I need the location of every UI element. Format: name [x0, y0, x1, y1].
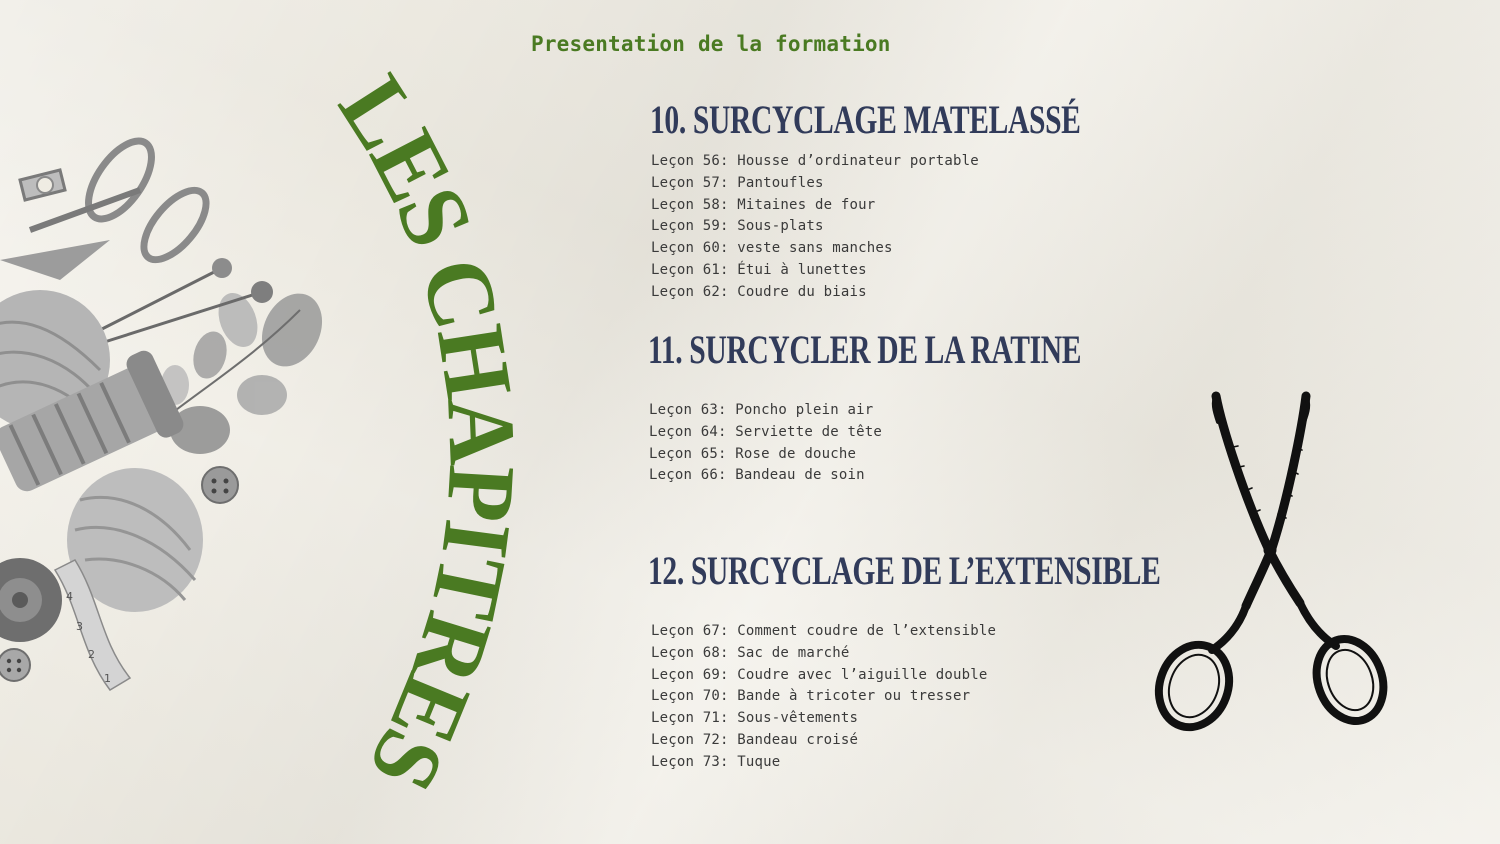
lesson-item: Leçon 72: Bandeau croisé [651, 731, 859, 748]
lesson-item: Leçon 57: Pantoufles [651, 174, 824, 191]
section-heading-11: 11. SURCYCLER DE LA RATINE [648, 327, 1082, 372]
lesson-item: Leçon 67: Comment coudre de l’extensible [651, 623, 997, 639]
chapters-title: LES CHAPITRES [318, 60, 537, 800]
lesson-list-10 [651, 151, 979, 304]
lesson-item: Leçon 70: Bande à tricoter ou tresser [651, 688, 971, 705]
section-heading-12: 12. SURCYCLAGE DE L’EXTENSIBLE [648, 548, 1161, 593]
lesson-item: Leçon 59: Sous-plats [651, 218, 824, 235]
svg-text:4: 4 [66, 590, 73, 603]
lesson-item: Leçon 61: Étui à lunettes [651, 261, 867, 278]
lesson-list-11 [649, 400, 882, 487]
lesson-item: Leçon 71: Sous-vêtements [651, 710, 859, 727]
lesson-item: Leçon 68: Sac de marché [651, 644, 850, 661]
svg-text:2: 2 [88, 648, 95, 661]
page-subtitle: Presentation de la formation [531, 32, 891, 56]
lesson-item: Leçon 69: Coudre avec l’aiguille double [651, 666, 988, 683]
lesson-item: Leçon 56: Housse d’ordinateur portable [651, 153, 979, 169]
lesson-item: Leçon 62: Coudre du biais [651, 283, 867, 300]
lesson-item: Leçon 63: Poncho plein air [649, 402, 874, 418]
lesson-item: Leçon 65: Rose de douche [649, 445, 857, 462]
svg-text:3: 3 [76, 620, 83, 633]
lesson-item: Leçon 58: Mitaines de four [651, 196, 876, 213]
svg-text:1: 1 [104, 672, 111, 685]
lesson-item: Leçon 60: veste sans manches [651, 240, 893, 257]
scissors-icon [1150, 388, 1400, 738]
lesson-item: Leçon 64: Serviette de tête [649, 423, 882, 440]
lesson-item: Leçon 66: Bandeau de soin [649, 467, 865, 484]
lesson-list-12 [651, 621, 996, 774]
lesson-item: Leçon 73: Tuque [651, 753, 781, 770]
section-heading-10: 10. SURCYCLAGE MATELASSÉ [650, 97, 1081, 142]
chapters-title-arc [250, 60, 570, 800]
